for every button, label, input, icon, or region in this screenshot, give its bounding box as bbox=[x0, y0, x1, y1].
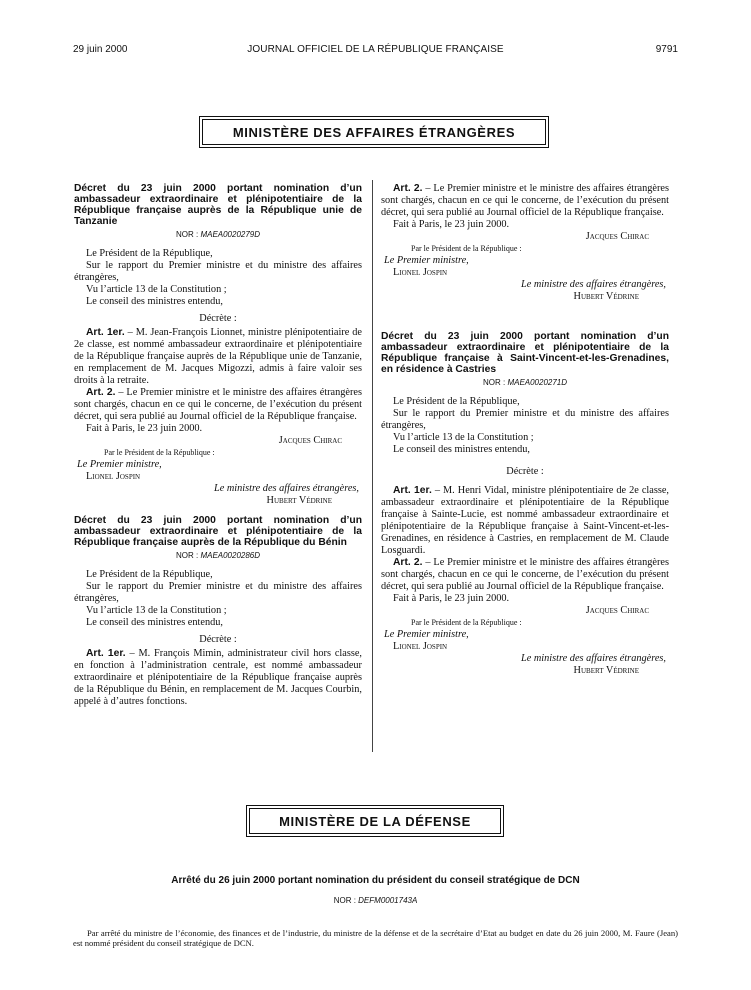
header-date: 29 juin 2000 bbox=[73, 44, 128, 55]
signature-president: Jacques Chirac bbox=[278, 435, 342, 446]
decree-tanzanie bbox=[74, 183, 362, 507]
visa-line: Le conseil des ministres entendu, bbox=[86, 617, 223, 628]
signature-president: Jacques Chirac bbox=[585, 231, 649, 242]
visa-line: Sur le rapport du Premier ministre et du ministre des affaires étrangères, bbox=[74, 260, 362, 283]
par-le-president: Par le Président de la République : bbox=[104, 448, 215, 457]
nor-reference: NOR : MAEA0020279D bbox=[175, 230, 261, 239]
visa-line: Le Président de la République, bbox=[393, 396, 520, 407]
visa-line: Vu l’article 13 de la Constitution ; bbox=[86, 605, 227, 616]
premier-ministre-name: Lionel Jospin bbox=[393, 267, 448, 278]
decrete-label: Décrète : bbox=[199, 313, 237, 324]
visa-line: Le Président de la République, bbox=[86, 248, 213, 259]
article-2: Art. 2. – Le Premier ministre et le ministre des affaires étrangères sont chargés, chacun en ce qui le concerne, de l’exécution du présent décret, qui sera publié au Journal officiel de la République française. bbox=[381, 557, 669, 592]
decree-title: Décret du 23 juin 2000 portant nomination d’un ambassadeur extraordinaire et plénipotentiaire de la République française auprès de la République du Bénin bbox=[74, 515, 362, 548]
par-le-president: Par le Président de la République : bbox=[411, 244, 522, 253]
visa-line: Vu l’article 13 de la Constitution ; bbox=[86, 284, 227, 295]
article-2: Art. 2. – Le Premier ministre et le ministre des affaires étrangères sont chargés, chacun en ce qui le concerne, de l’exécution du présent décret, qui sera publié au Journal officiel de la République française. bbox=[381, 183, 669, 218]
arrete-title: Arrêté du 26 juin 2000 portant nomination du président du conseil stratégique de DCN bbox=[171, 875, 580, 886]
premier-ministre-name: Lionel Jospin bbox=[86, 471, 141, 482]
column-divider bbox=[372, 180, 373, 752]
fait-line: Fait à Paris, le 23 juin 2000. bbox=[86, 423, 203, 434]
visa-line: Sur le rapport du Premier ministre et du ministre des affaires étrangères, bbox=[381, 408, 669, 431]
visa-line: Vu l’article 13 de la Constitution ; bbox=[393, 432, 534, 443]
minister-name: Hubert Védrine bbox=[573, 665, 639, 676]
nor-reference: NOR : DEFM0001743A bbox=[333, 896, 418, 905]
minister-name: Hubert Védrine bbox=[573, 291, 639, 302]
right-column bbox=[381, 183, 669, 677]
header-page-number: 9791 bbox=[655, 44, 678, 55]
decree-benin-continued bbox=[381, 183, 669, 303]
premier-ministre-label: Le Premier ministre, bbox=[384, 629, 469, 640]
premier-ministre-name: Lionel Jospin bbox=[393, 641, 448, 652]
decrete-label: Décrète : bbox=[199, 634, 237, 645]
article-1: Art. 1er. – M. Henri Vidal, ministre plénipotentiaire de 2e classe, ambassadeur extraordinaire et plénipotentiaire de la République française à Sainte-Lucie, est nommé ambassadeur extraordinaire et plénipotentiaire de la République française à Saint-Vincent-et-les-Grenadines, en résidence à Castries, en remplacement de M. Claude Losguardi. bbox=[381, 485, 669, 556]
decree-benin bbox=[74, 515, 362, 708]
nor-reference: NOR : MAEA0020271D bbox=[482, 378, 568, 387]
fait-line: Fait à Paris, le 23 juin 2000. bbox=[393, 593, 510, 604]
visa-line: Le conseil des ministres entendu, bbox=[86, 296, 223, 307]
visa-line: Le conseil des ministres entendu, bbox=[393, 444, 530, 455]
section-title: MINISTÈRE DE LA DÉFENSE bbox=[249, 808, 501, 834]
signature-president: Jacques Chirac bbox=[585, 605, 649, 616]
fait-line: Fait à Paris, le 23 juin 2000. bbox=[393, 219, 510, 230]
section-title: MINISTÈRE DES AFFAIRES ÉTRANGÈRES bbox=[202, 119, 546, 145]
arrete-text: Par arrêté du ministre de l’économie, des finances et de l’industrie, du ministre de la défense et de la secrétaire d’Etat au budget en date du 26 juin 2000, M. Faure (Jean) est nommé président du conseil stratégique de DCN. bbox=[73, 928, 678, 948]
decree-saint-vincent bbox=[381, 331, 669, 677]
premier-ministre-label: Le Premier ministre, bbox=[384, 255, 469, 266]
section-title-box bbox=[199, 116, 549, 148]
par-le-president: Par le Président de la République : bbox=[411, 618, 522, 627]
visa-line: Le Président de la République, bbox=[86, 569, 213, 580]
premier-ministre-label: Le Premier ministre, bbox=[77, 459, 162, 470]
header-journal-title: JOURNAL OFFICIEL DE LA RÉPUBLIQUE FRANÇAISE bbox=[247, 44, 504, 55]
article-1: Art. 1er. – M. François Mimin, administrateur civil hors classe, en fonction à l’administration centrale, est nommé ambassadeur extraordinaire et plénipotentiaire de la République française auprès de la République du Bénin, en remplacement de M. Jacques Courbin, appelé à d’autres fonctions. bbox=[74, 648, 362, 707]
decree-title: Décret du 23 juin 2000 portant nomination d’un ambassadeur extraordinaire et plénipotentiaire de la République française auprès de la République unie de Tanzanie bbox=[74, 183, 362, 227]
article-1: Art. 1er. – M. Jean-François Lionnet, ministre plénipotentiaire de 2e classe, est nommé ambassadeur extraordinaire et plénipotentiaire de la République française auprès de la République unie de Tanzanie, en remplacement de M. Jacques Migozzi, admis à faire valoir ses droits à la retraite. bbox=[74, 327, 362, 386]
left-column bbox=[74, 183, 362, 708]
minister-label: Le ministre des affaires étrangères, bbox=[213, 483, 359, 494]
decree-title: Décret du 23 juin 2000 portant nomination d’un ambassadeur extraordinaire et plénipotentiaire de la République française à Saint-Vincent-et-les-Grenadines, en résidence à Castries bbox=[381, 331, 669, 375]
visa-line: Sur le rapport du Premier ministre et du ministre des affaires étrangères, bbox=[74, 581, 362, 604]
article-2: Art. 2. – Le Premier ministre et le ministre des affaires étrangères sont chargés, chacun en ce qui le concerne, de l’exécution du présent décret, qui sera publié au Journal officiel de la République française. bbox=[74, 387, 362, 422]
minister-label: Le ministre des affaires étrangères, bbox=[520, 279, 666, 290]
section-title-box bbox=[246, 805, 504, 837]
decrete-label: Décrète : bbox=[506, 466, 544, 477]
minister-label: Le ministre des affaires étrangères, bbox=[520, 653, 666, 664]
page-header bbox=[73, 44, 678, 58]
nor-reference: NOR : MAEA0020286D bbox=[175, 551, 261, 560]
minister-name: Hubert Védrine bbox=[266, 495, 332, 506]
